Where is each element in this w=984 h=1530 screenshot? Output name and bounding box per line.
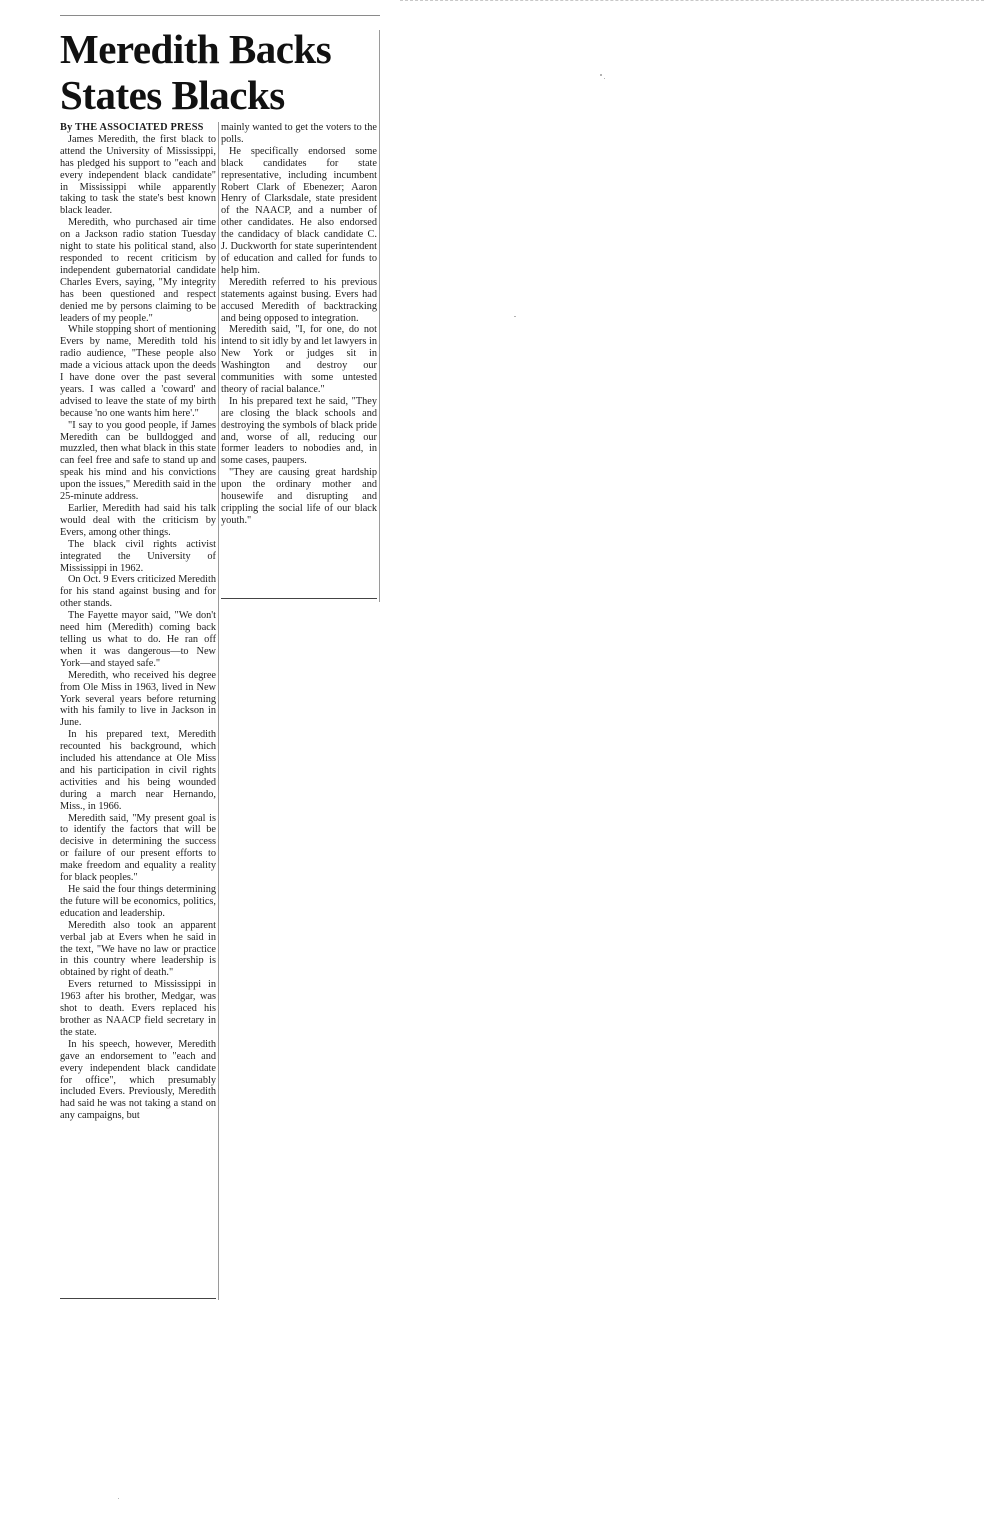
paragraph: Meredith, who received his degree from Ole Miss in 1963, lived in New York several years before returning with his family to live in Jackson in June. xyxy=(60,669,216,729)
top-rule xyxy=(60,15,380,16)
paragraph: Meredith referred to his previous statements against busing. Evers had accused Meredith of backtracking and being opposed to integration. xyxy=(221,276,377,324)
article-column-2 xyxy=(221,122,377,599)
paragraph: He said the four things determining the future will be economics, politics, education and leadership. xyxy=(60,884,216,919)
paragraph: The black civil rights activist integrated the University of Mississippi in 1962. xyxy=(60,538,216,574)
scan-edge-dots xyxy=(400,0,984,1)
paragraph: He specifically endorsed some black candidates for state representative, including incumbent Robert Clark of Ebenezer; Aaron Henry of Clarksdale, state president of the NAACP, and a number of other candidates. He also endorsed the candidacy of black candidate C. J. Duckworth for state superintendent of education and called for funds to help him. xyxy=(221,145,377,276)
paragraph: Meredith said, "My present goal is to identify the factors that will be decisive in determining the success or failure of our present efforts to make freedom and equality a reality for black peoples." xyxy=(60,812,216,884)
scan-speck xyxy=(604,78,605,79)
paragraph: "They are causing great hardship upon the ordinary mother and housewife and disrupting and crippling the social life of our black youth." xyxy=(221,467,377,526)
paragraph-continuation: mainly wanted to get the voters to the polls. xyxy=(221,122,377,145)
scan-speck xyxy=(514,316,516,317)
paragraph: The Fayette mayor said, "We don't need him (Meredith) coming back telling us what to do. He ran off when it was dangerous—to New York—and stayed safe." xyxy=(60,610,216,669)
scan-speck xyxy=(600,74,602,76)
paragraph: James Meredith, the first black to attend the University of Mississippi, has pledged his support to "each and every independent black candidate" in Mississippi while apparently taking to task the state's best known black leader. xyxy=(60,133,216,217)
scan-speck xyxy=(118,1498,119,1499)
column-divider xyxy=(218,122,219,1300)
headline-line-1: Meredith Backs xyxy=(60,26,332,72)
paragraph: Meredith also took an apparent verbal jab at Evers when he said in the text, "We have no law or practice in this country where leadership is obtained by right of death." xyxy=(60,919,216,979)
paragraph: On Oct. 9 Evers criticized Meredith for his stand against busing and for other stands. xyxy=(60,574,216,610)
article-column-1 xyxy=(60,122,216,1299)
paragraph: In his prepared text he said, "They are closing the black schools and destroying the symbols of black pride and, worse of all, reducing our former leaders to nobodies and, in some cases, paupers. xyxy=(221,395,377,467)
paragraph: Meredith, who purchased air time on a Jackson radio station Tuesday night to state his political stand, also responded to recent criticism by independent gubernatorial candidate Charles Evers, saying, "My integrity has been questioned and respect denied me by persons claiming to be leaders of my people." xyxy=(60,217,216,324)
byline: By THE ASSOCIATED PRESS xyxy=(60,122,204,133)
paragraph: In his prepared text, Meredith recounted his background, which included his attendance at Ole Miss and his participation in civil rights activities and his being wounded during a march near Hernando, Miss., in 1966. xyxy=(60,729,216,812)
headline xyxy=(60,26,380,118)
paragraph: "I say to you good people, if James Meredith can be bulldogged and muzzled, then what black in this state can feel free and safe to stand up and speak his mind and his convictions upon the issues," Meredith said in the 25-minute address. xyxy=(60,419,216,503)
paragraph: Meredith said, "I, for one, do not intend to sit idly by and let lawyers in New York or judges sit in Washington and destroy our communities with some untested theory of racial balance." xyxy=(221,324,377,395)
headline-line-2: States Blacks xyxy=(60,72,285,118)
paragraph: While stopping short of mentioning Evers by name, Meredith told his radio audience, "These people also made a vicious attack upon the deeds I have done over the past several years. I was called a 'coward' and advised to leave the state of my birth because 'no one wants him here'." xyxy=(60,324,216,419)
paragraph: In his speech, however, Meredith gave an endorsement to "each and every independent black candidate for office", which presumably included Evers. Previously, Meredith had said he was not taking a stand on any campaigns, but xyxy=(60,1038,216,1122)
paragraph: Earlier, Meredith had said his talk would deal with the criticism by Evers, among other things. xyxy=(60,503,216,538)
paragraph: Evers returned to Mississippi in 1963 after his brother, Medgar, was shot to death. Evers replaced his brother as NAACP field secretary in the state. xyxy=(60,979,216,1038)
